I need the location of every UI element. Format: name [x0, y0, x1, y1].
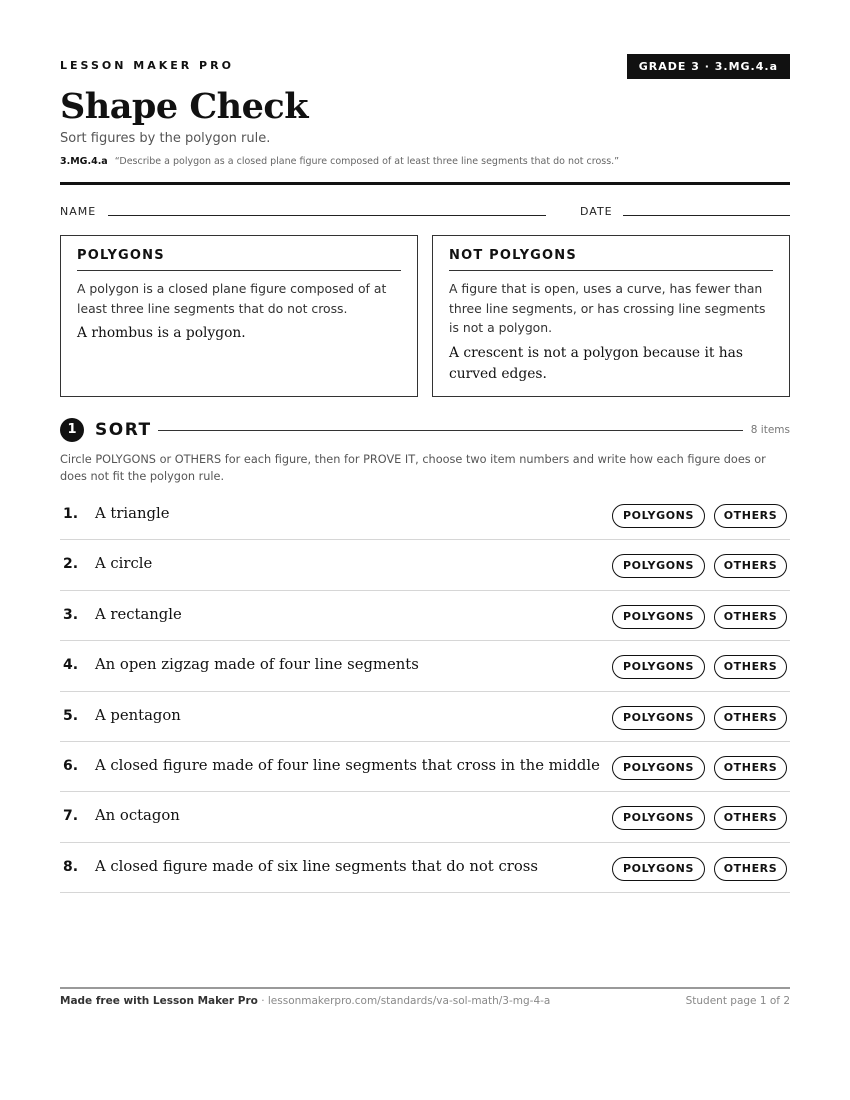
item-number: 7.: [63, 808, 79, 825]
others-choice[interactable]: OTHERS: [714, 605, 787, 629]
others-choice[interactable]: OTHERS: [714, 554, 787, 578]
page-title: Shape Check: [60, 86, 308, 127]
others-choice[interactable]: OTHERS: [714, 857, 787, 881]
item-number: 2.: [63, 556, 79, 573]
item-number: 4.: [63, 657, 79, 674]
page-indicator: Student page 1 of 2: [685, 995, 790, 1007]
brand-name: LESSON MAKER PRO: [60, 59, 234, 72]
not-polygons-rule-box: [432, 235, 790, 397]
polygons-choice[interactable]: POLYGONS: [612, 605, 705, 629]
polygons-choice[interactable]: POLYGONS: [612, 504, 705, 528]
item-number: 6.: [63, 757, 79, 774]
list-item: [60, 792, 790, 842]
item-number: 3.: [63, 606, 79, 623]
made-with-text: Made free with Lesson Maker Pro: [60, 995, 258, 1007]
polygons-choice[interactable]: POLYGONS: [612, 756, 705, 780]
page-subtitle: Sort figures by the polygon rule.: [60, 131, 271, 146]
not-polygons-heading: NOT POLYGONS: [449, 248, 773, 271]
list-item: [60, 591, 790, 641]
section-number: 1: [60, 418, 84, 442]
list-item: [60, 843, 790, 893]
polygons-choice[interactable]: POLYGONS: [612, 554, 705, 578]
grade-badge: GRADE 3 · 3.MG.4.a: [627, 54, 790, 79]
polygons-choice[interactable]: POLYGONS: [612, 806, 705, 830]
list-item: [60, 641, 790, 691]
item-text: A closed figure made of six line segments that do not cross: [95, 857, 538, 875]
item-text: A closed figure made of four line segments that cross in the middle: [95, 756, 600, 774]
header-divider: [60, 182, 790, 185]
polygons-heading: POLYGONS: [77, 248, 401, 271]
others-choice[interactable]: OTHERS: [714, 706, 787, 730]
footer-credit: [60, 995, 550, 1007]
item-text: A rectangle: [95, 605, 182, 623]
date-line[interactable]: [623, 215, 790, 216]
polygons-example: A rhombus is a polygon.: [77, 325, 246, 341]
section-title: SORT: [95, 420, 152, 440]
section-divider: [158, 430, 743, 431]
others-choice[interactable]: OTHERS: [714, 655, 787, 679]
standard-text: “Describe a polygon as a closed plane figure composed of at least three line segments that do not cross.”: [114, 156, 620, 167]
standard-line: [60, 156, 619, 167]
item-number: 1.: [63, 506, 79, 522]
not-polygons-example: A crescent is not a polygon because it has curved edges.: [449, 344, 743, 382]
item-text: An octagon: [95, 807, 180, 825]
date-label: DATE: [580, 205, 613, 218]
list-item: [60, 692, 790, 742]
list-item: [60, 540, 790, 590]
item-text: A pentagon: [95, 706, 181, 724]
footer-url[interactable]: lessonmakerpro.com/standards/va-sol-math/3-mg-4-a: [267, 995, 551, 1007]
item-text: A triangle: [95, 505, 170, 522]
footer-separator: ·: [257, 995, 268, 1007]
name-line[interactable]: [108, 215, 546, 216]
item-list: [60, 490, 790, 893]
item-number: 8.: [63, 858, 79, 875]
standard-code: 3.MG.4.a: [60, 156, 108, 167]
not-polygons-definition: A figure that is open, uses a curve, has fewer than three line segments, or has crossing line segments is not a polygon.: [449, 281, 766, 335]
item-count: 8 items: [750, 424, 790, 436]
footer-divider: [60, 987, 790, 989]
instructions: Circle POLYGONS or OTHERS for each figure, then for PROVE IT, choose two item numbers and write how each figure does or does not fit the polygon rule.: [60, 453, 766, 483]
name-label: NAME: [60, 205, 97, 218]
polygons-choice[interactable]: POLYGONS: [612, 655, 705, 679]
item-text: An open zigzag made of four line segments: [95, 656, 419, 674]
polygons-rule-box: [60, 235, 418, 397]
others-choice[interactable]: OTHERS: [714, 756, 787, 780]
others-choice[interactable]: OTHERS: [714, 806, 787, 830]
list-item: [60, 490, 790, 540]
polygons-choice[interactable]: POLYGONS: [612, 706, 705, 730]
list-item: [60, 742, 790, 792]
polygons-choice[interactable]: POLYGONS: [612, 857, 705, 881]
others-choice[interactable]: OTHERS: [714, 504, 787, 528]
polygons-definition: A polygon is a closed plane figure composed of at least three line segments that do not cross.: [77, 281, 387, 316]
item-number: 5.: [63, 707, 79, 724]
item-text: A circle: [95, 555, 153, 573]
